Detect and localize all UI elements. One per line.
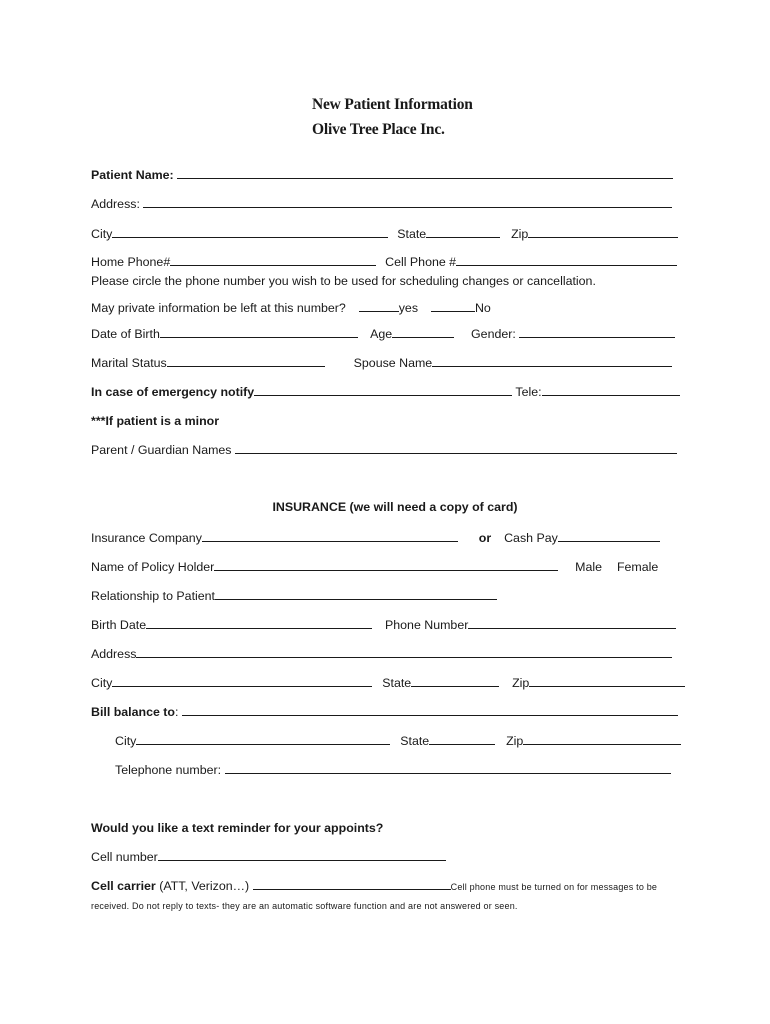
guardian-label: Parent / Guardian Names <box>91 443 232 457</box>
tele-label: Tele: <box>515 385 542 399</box>
ins-address-row <box>91 646 672 662</box>
cell-number-row <box>91 849 446 865</box>
form-title: New Patient Information <box>312 96 473 113</box>
insurance-heading: INSURANCE (we will need a copy of card) <box>272 500 518 514</box>
yes-label: yes <box>398 301 419 315</box>
bill-city-row <box>115 733 681 749</box>
ins-city-label: City <box>91 676 113 690</box>
bill-zip-label: Zip <box>506 734 524 748</box>
policy-holder-row <box>91 559 658 575</box>
text-reminder-question: Would you like a text reminder for your appoints? <box>91 821 384 835</box>
patient-name-row <box>91 167 673 183</box>
cash-pay-field[interactable] <box>558 530 660 542</box>
state-field[interactable] <box>426 226 500 238</box>
male-option[interactable]: Male <box>575 560 603 574</box>
female-option[interactable]: Female <box>616 560 659 574</box>
bill-state-field[interactable] <box>429 733 495 745</box>
birth-date-field[interactable] <box>146 617 372 629</box>
cell-phone-label: Cell Phone # <box>385 255 457 269</box>
birth-date-label: Birth Date <box>91 618 147 632</box>
minor-note: ***If patient is a minor <box>91 414 220 428</box>
ins-city-field[interactable] <box>112 675 372 687</box>
address-label: Address: <box>91 197 140 211</box>
age-label: Age <box>370 327 393 341</box>
ins-zip-label: Zip <box>512 676 530 690</box>
telephone-field[interactable] <box>225 762 671 774</box>
form-subtitle: Olive Tree Place Inc. <box>312 121 445 138</box>
guardian-field[interactable] <box>235 442 677 454</box>
home-phone-field[interactable] <box>170 254 376 266</box>
ins-address-field[interactable] <box>136 646 672 658</box>
insurance-company-row <box>91 530 660 546</box>
dob-row <box>91 326 675 342</box>
bill-state-label: State <box>400 734 430 748</box>
state-label: State <box>397 227 427 241</box>
cell-number-label: Cell number <box>91 850 158 864</box>
ins-city-row <box>91 675 685 691</box>
cell-carrier-row <box>91 878 657 895</box>
relationship-row <box>91 588 497 604</box>
no-label: No <box>474 301 491 315</box>
dob-label: Date of Birth <box>91 327 160 341</box>
bill-balance-row <box>91 704 678 720</box>
city-state-zip-row <box>91 226 678 242</box>
age-field[interactable] <box>392 326 454 338</box>
no-field[interactable] <box>431 300 475 312</box>
telephone-row <box>115 762 671 778</box>
insurance-company-label: Insurance Company <box>91 531 202 545</box>
cell-note-part2: received. Do not reply to texts- they are an automatic software function and are not answered or seen. <box>91 901 518 911</box>
phone-number-field[interactable] <box>468 617 676 629</box>
cell-note-part1: Cell phone must be turned on for messages to be <box>450 882 658 892</box>
bill-city-label: City <box>115 734 137 748</box>
address-row <box>91 196 672 212</box>
city-label: City <box>91 227 113 241</box>
private-info-label: May private information be left at this number? <box>91 301 346 315</box>
ins-state-field[interactable] <box>411 675 499 687</box>
circle-note: Please circle the phone number you wish to be used for scheduling changes or cancellation. <box>91 274 596 288</box>
spouse-label: Spouse Name <box>353 356 433 370</box>
private-info-row <box>91 300 491 316</box>
patient-name-label: Patient Name: <box>91 168 174 182</box>
or-label: or <box>478 531 492 545</box>
phones-row <box>91 254 677 270</box>
bill-balance-label: Bill balance to <box>91 705 175 719</box>
zip-field[interactable] <box>528 226 678 238</box>
dob-field[interactable] <box>160 326 358 338</box>
bill-city-field[interactable] <box>136 733 390 745</box>
phone-number-label: Phone Number <box>385 618 469 632</box>
yes-field[interactable] <box>359 300 399 312</box>
policy-holder-label: Name of Policy Holder <box>91 560 215 574</box>
marital-field[interactable] <box>167 355 325 367</box>
ins-address-label: Address <box>91 647 137 661</box>
ins-state-label: State <box>382 676 412 690</box>
cell-carrier-field[interactable] <box>253 878 451 890</box>
bill-colon: : <box>175 705 179 719</box>
zip-label: Zip <box>511 227 529 241</box>
relationship-field[interactable] <box>215 588 497 600</box>
marital-row <box>91 355 672 371</box>
bill-balance-field[interactable] <box>182 704 678 716</box>
birth-date-row <box>91 617 676 633</box>
marital-label: Marital Status <box>91 356 167 370</box>
telephone-label: Telephone number: <box>115 763 222 777</box>
patient-name-field[interactable] <box>177 167 673 179</box>
emergency-row <box>91 384 680 400</box>
gender-field[interactable] <box>519 326 675 338</box>
cell-carrier-hint: (ATT, Verizon…) <box>159 879 250 893</box>
bill-zip-field[interactable] <box>523 733 681 745</box>
emergency-label: In case of emergency notify <box>91 385 255 399</box>
home-phone-label: Home Phone# <box>91 255 171 269</box>
gender-label: Gender: <box>471 327 516 341</box>
guardian-row <box>91 442 677 458</box>
cell-phone-field[interactable] <box>456 254 677 266</box>
relationship-label: Relationship to Patient <box>91 589 215 603</box>
cash-pay-label: Cash Pay <box>504 531 558 545</box>
policy-holder-field[interactable] <box>214 559 558 571</box>
address-field[interactable] <box>143 196 672 208</box>
cell-carrier-label: Cell carrier <box>91 879 156 893</box>
insurance-company-field[interactable] <box>202 530 458 542</box>
cell-number-field[interactable] <box>158 849 446 861</box>
emergency-field[interactable] <box>254 384 512 396</box>
ins-zip-field[interactable] <box>529 675 685 687</box>
tele-field[interactable] <box>542 384 680 396</box>
city-field[interactable] <box>112 226 388 238</box>
spouse-field[interactable] <box>432 355 672 367</box>
